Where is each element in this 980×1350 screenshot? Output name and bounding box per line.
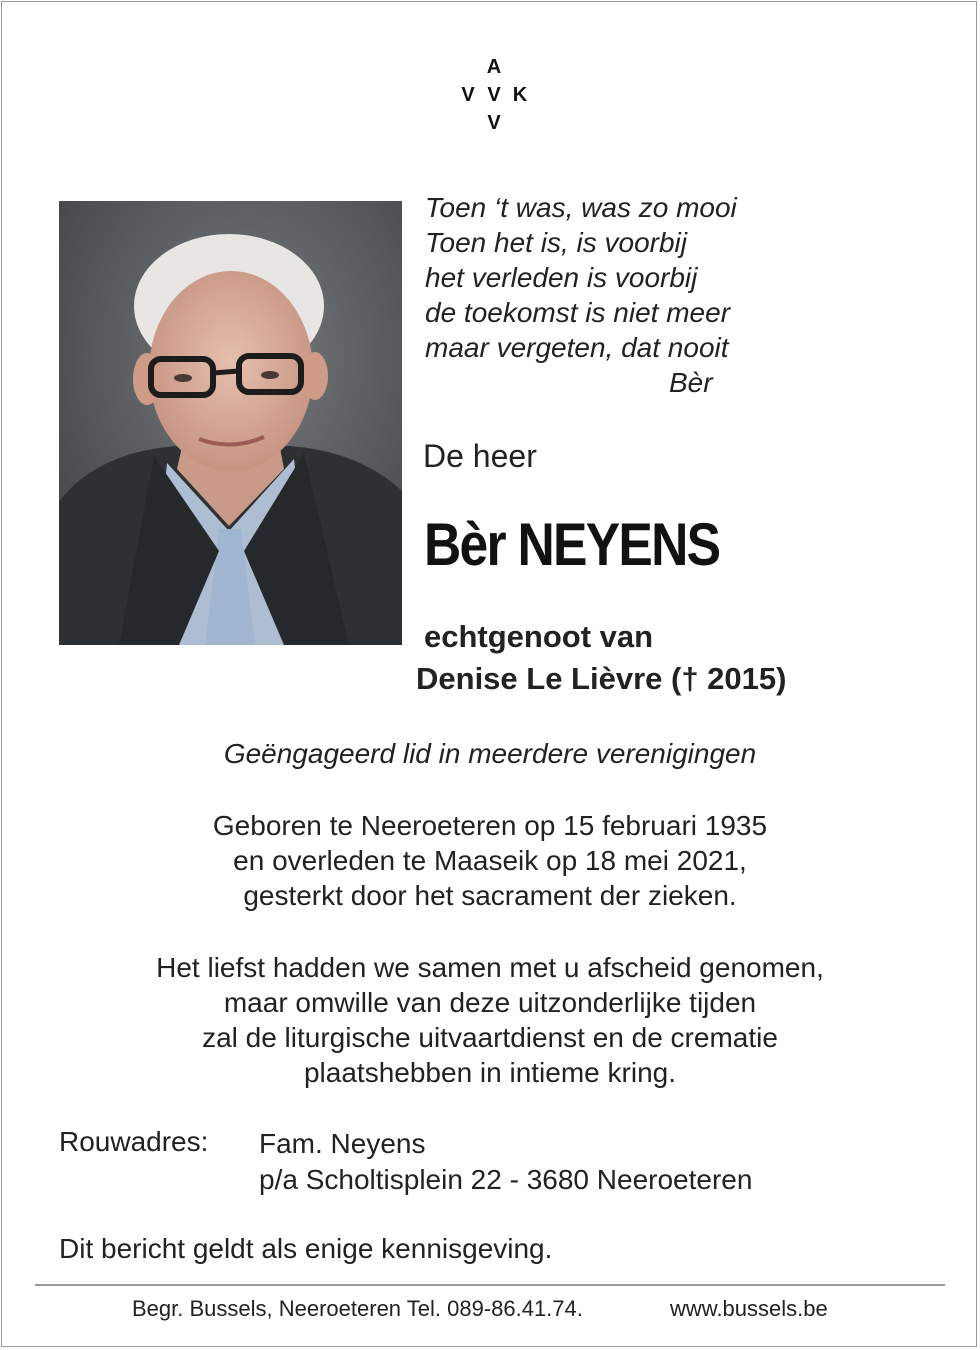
birth-death-line: Geboren te Neeroeteren op 15 februari 1935: [212, 810, 768, 841]
deceased-name: Bèr NEYENS: [424, 511, 720, 578]
portrait-photo: [59, 201, 402, 645]
poem-line: Toen het is, is voorbij: [425, 227, 687, 258]
emblem-letter-center: V: [487, 84, 501, 106]
address-label: Rouwadres:: [59, 1126, 209, 1157]
farewell-line: Het liefst hadden we samen met u afscheid genomen,: [156, 952, 824, 983]
poem-line: maar vergeten, dat nooit: [425, 332, 729, 363]
notice-text: Dit bericht geldt als enige kennisgeving.: [59, 1233, 553, 1264]
birth-death-info: [0, 808, 980, 913]
poem-line: het verleden is voorbij: [425, 262, 698, 293]
engagement-line: Geëngageerd lid in meerdere verenigingen: [223, 738, 757, 769]
address-block: [259, 1126, 752, 1198]
website-link[interactable]: www.bussels.be: [670, 1296, 828, 1321]
poem-author: Bèr: [669, 367, 713, 398]
avkv-cross-emblem: [456, 56, 532, 136]
emblem-letter-bottom: V: [487, 112, 501, 134]
engagement-text: [0, 736, 980, 771]
poem: [425, 190, 945, 400]
farewell-line: maar omwille van deze uitzonderlijke tijden: [223, 987, 757, 1018]
undertaker-info: Begr. Bussels, Neeroeteren Tel. 089-86.41.74.: [132, 1296, 583, 1321]
address-line: p/a Scholtisplein 22 - 3680 Neeroeteren: [259, 1164, 753, 1195]
farewell-line: zal de liturgische uitvaartdienst en de crematie: [202, 1022, 778, 1053]
spouse-relation: echtgenoot van: [424, 619, 654, 654]
farewell-message: [0, 950, 980, 1090]
poem-line: Toen ‘t was, was zo mooi: [425, 192, 737, 223]
emblem-letter-top: A: [486, 56, 502, 78]
farewell-line: plaatshebben in intieme kring.: [303, 1057, 676, 1088]
spouse-name: Denise Le Lièvre († 2015): [416, 661, 787, 696]
emblem-letter-left: V: [461, 84, 475, 106]
birth-death-line: gesterkt door het sacrament der zieken.: [243, 880, 737, 911]
address-line: Fam. Neyens: [259, 1128, 426, 1159]
birth-death-line: en overleden te Maaseik op 18 mei 2021,: [233, 845, 747, 876]
emblem-letter-right: K: [512, 84, 528, 106]
portrait-illustration: [59, 201, 402, 645]
poem-line: de toekomst is niet meer: [425, 297, 731, 328]
honorific: De heer: [423, 438, 537, 474]
footer-divider: [35, 1284, 945, 1286]
